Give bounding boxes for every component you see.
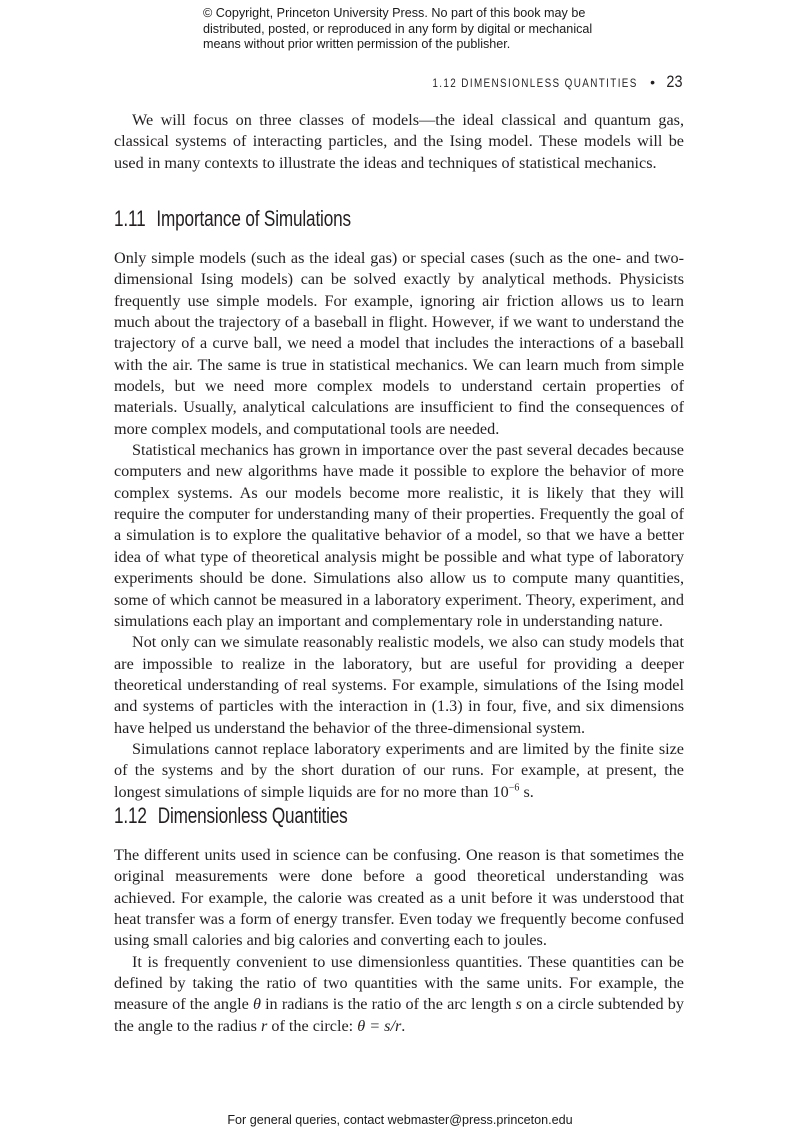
paragraph: Statistical mechanics has grown in importance over the past several decades because computers and new algorithms have made it possible to explore the behavior of more complex systems. As our models become more realistic, it is likely that they will require the computer for understanding many of their properties. Frequently the goal of a simulation is to explore the qualitative behavior of a model, so that we have a better idea of what type of theoretical analysis might be possible and what type of laboratory experiments should be done. Simulations also allow us to compute many quantities, some of which cannot be measured in a laboratory experiment. Theory, experiment, and simulations each play an important and complementary role in understanding nature. [114, 441, 684, 630]
copyright-notice [203, 6, 623, 53]
section-number: 1.11 [114, 206, 146, 231]
paragraph-text: Simulations cannot replace laboratory experiments and are limited by the finite size of the systems and by the short duration of our runs. For example, at present, the longest simulations of simple liquids are for no more than 10 [114, 739, 684, 801]
section-title: Importance of Simulations [156, 206, 351, 231]
section-1-12-body [114, 845, 684, 1037]
page-number: 23 [666, 72, 683, 91]
math-variable-theta: θ [252, 995, 261, 1014]
equation: θ = s/r [357, 1016, 402, 1035]
intro-block [114, 110, 684, 174]
paragraph: Only simple models (such as the ideal gas) or special cases (such as the one- and two-dimensional Ising models) can be solved exactly by analytical methods. Physicists frequently use simple models. For example, ignoring air friction allows us to learn much about the trajectory of a baseball in flight. However, if we want to understand the trajectory of a curve ball, we need a model that includes the interactions of a baseball with the air. The same is true in statistical mechanics. We can learn much from simple models, but we need more complex models to understand certain properties of materials. Usually, analytical calculations are insufficient to find the consequences of more complex models, and computational tools are needed. [114, 249, 684, 438]
math-variable-r: r [261, 1016, 268, 1035]
section-heading-1-12 [114, 803, 348, 829]
paragraph-text: It is frequently convenient to use dimensionless quantities. These quantities can be defined by taking the ratio of two quantities with the same units. For example, the measure of the angle [114, 952, 684, 1014]
footer-contact: For general queries, contact webmaster@press.princeton.edu [227, 1113, 573, 1127]
bullet-separator-icon: • [650, 74, 656, 90]
section-heading-1-11 [114, 206, 351, 232]
paragraph: The different units used in science can be confusing. One reason is that sometimes the original measurements were done before a good theoretical understanding was achieved. For example, the calorie was created as a unit before it was understood that heat transfer was a form of energy transfer. Even today we frequently become confused using small calories and big calories and converting each to joules. [114, 846, 684, 950]
section-title: Dimensionless Quantities [157, 803, 348, 828]
section-1-11-body [114, 248, 684, 803]
paragraph-text: of the circle: [267, 1016, 358, 1035]
section-number: 1.12 [114, 803, 147, 828]
copyright-line: distributed, posted, or reproduced in any form by digital or mechanical [203, 21, 593, 36]
paragraph-text: s. [519, 782, 534, 801]
paragraph-text: in radians is the ratio of the arc length [260, 995, 516, 1014]
paragraph [114, 739, 684, 803]
paragraph: We will focus on three classes of models—the ideal classical and quantum gas, classical systems of interacting particles, and the Ising model. These models will be used in many contexts to illustrate the ideas and techniques of statistical mechanics. [114, 111, 684, 172]
paragraph-text: . [401, 1016, 406, 1035]
paragraph-text: on a circle subtended by the angle to the radius [114, 995, 684, 1035]
exponent: −6 [508, 782, 520, 794]
running-head [399, 72, 684, 92]
copyright-line: © Copyright, Princeton University Press. No part of this book may be [203, 6, 586, 20]
paragraph [114, 952, 684, 1037]
paragraph: Not only can we simulate reasonably realistic models, we also can study models that are impossible to realize in the laboratory, but are useful for providing a deeper theoretical understanding of real systems. For example, simulations of the Ising model and systems of particles with the interaction in (1.3) in four, five, and six dimensions have helped us understand the behavior of the three-dimensional system. [114, 633, 684, 737]
math-variable-s: s [515, 995, 522, 1014]
running-head-title: 1.12 DIMENSIONLESS QUANTITIES [432, 78, 639, 90]
copyright-line: means without prior written permission of the publisher. [203, 37, 511, 52]
